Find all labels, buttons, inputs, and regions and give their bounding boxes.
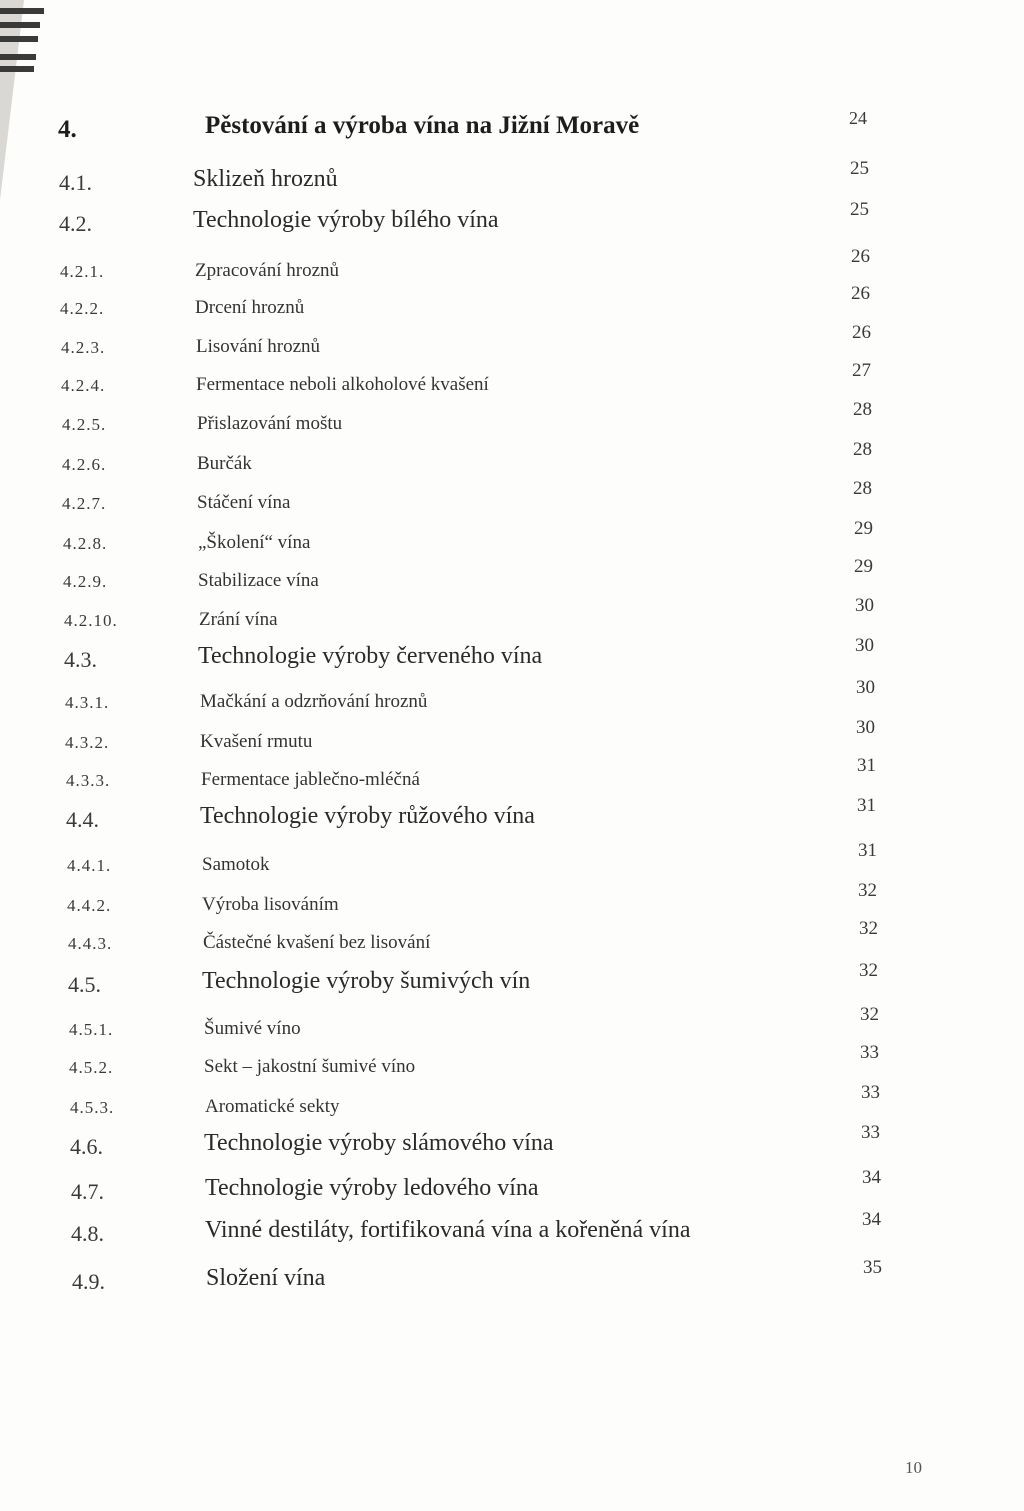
toc-entry-number: 4.4.1. [67, 856, 112, 875]
toc-entry-page: 32 [858, 880, 877, 901]
toc-entry-page: 28 [853, 439, 872, 460]
toc-entry-page: 28 [853, 478, 872, 499]
toc-entry-page: 33 [861, 1122, 880, 1143]
toc-entry-page: 29 [854, 518, 873, 539]
toc-entry-number: 4.5.1. [69, 1020, 114, 1039]
toc-entry-title: Technologie výroby růžového vína [200, 803, 535, 829]
toc-entry-number: 4.8. [71, 1221, 104, 1246]
toc-entry-page: 25 [850, 158, 869, 179]
toc-entry-number: 4. [58, 116, 77, 143]
toc-entry-page: 30 [855, 595, 874, 616]
toc-entry-page: 30 [856, 677, 875, 698]
toc-entry-number: 4.3.3. [66, 771, 111, 790]
toc-entry-page: 31 [857, 755, 876, 776]
toc-entry-page: 27 [852, 360, 871, 381]
toc-entry-title: Technologie výroby šumivých vín [202, 968, 531, 994]
toc-entry-page: 30 [855, 635, 874, 656]
toc-entry-title: Stabilizace vína [198, 570, 319, 591]
toc-entry-title: Lisování hroznů [196, 336, 321, 357]
toc-entry-number: 4.5.2. [69, 1058, 114, 1077]
toc-entry-title: Aromatické sekty [205, 1096, 340, 1117]
toc-entry-title: Vinné destiláty, fortifikovaná vína a kořeněná vína [205, 1217, 691, 1243]
toc-entry-page: 24 [849, 108, 867, 128]
toc-entry-title: Částečné kvašení bez lisování [203, 932, 431, 953]
toc-entry-page: 32 [860, 1004, 879, 1025]
toc-entry-page: 34 [862, 1167, 881, 1188]
toc-entry-number: 4.3.2. [65, 733, 110, 752]
toc-entry-title: Technologie výroby bílého vína [193, 207, 499, 233]
toc-entry-number: 4.2.2. [60, 299, 105, 318]
toc-entry-title: Šumivé víno [204, 1018, 301, 1039]
toc-entry-number: 4.6. [70, 1134, 103, 1159]
toc-entry-number: 4.2.8. [63, 534, 108, 553]
toc-entry-page: 26 [852, 322, 871, 343]
toc-entry-title: Sekt – jakostní šumivé víno [204, 1056, 416, 1077]
toc-entry-page: 32 [859, 960, 878, 981]
toc-entry-title: Mačkání a odzrňování hroznů [200, 691, 428, 712]
toc-entry-number: 4.9. [72, 1269, 105, 1294]
toc-entry-page: 26 [851, 283, 870, 304]
toc-entry-number: 4.4. [66, 807, 99, 832]
toc-entry-title: Drcení hroznů [195, 297, 305, 318]
toc-entry-number: 4.2.6. [62, 455, 107, 474]
toc-entry-page: 31 [857, 795, 876, 816]
toc-entry-title: Samotok [202, 854, 270, 875]
toc-entry-page: 26 [851, 246, 870, 267]
toc-entry-title: Složení vína [206, 1265, 326, 1291]
toc-entry-title: Technologie výroby červeného vína [198, 643, 543, 669]
toc-entry-title: Sklizeň hroznů [193, 166, 338, 192]
toc-entry-title: Burčák [197, 453, 252, 474]
toc-entry-page: 30 [856, 717, 875, 738]
toc-entry-page: 35 [863, 1257, 882, 1278]
toc-entry-number: 4.5.3. [70, 1098, 115, 1117]
toc-entry-page: 29 [854, 556, 873, 577]
toc-entry-page: 31 [858, 840, 877, 861]
toc-entry-number: 4.7. [71, 1179, 104, 1204]
toc-entry-title: Fermentace jablečno-mléčná [201, 769, 420, 790]
toc-entry-number: 4.5. [68, 972, 101, 997]
toc-entry-page: 32 [859, 918, 878, 939]
toc-entry-title: Stáčení vína [197, 492, 291, 513]
toc-entry-number: 4.2.4. [61, 376, 106, 395]
toc-entry-number: 4.2. [59, 211, 92, 236]
toc-entry-page: 28 [853, 399, 872, 420]
toc-entry-page: 33 [860, 1042, 879, 1063]
toc-entry-title: „Školení“ vína [198, 532, 311, 553]
toc-entry-number: 4.2.5. [62, 415, 107, 434]
toc-entry-title: Technologie výroby slámového vína [204, 1130, 554, 1156]
toc-entry-number: 4.3.1. [65, 693, 110, 712]
toc-entry-number: 4.2.9. [63, 572, 108, 591]
toc-entry-number: 4.2.10. [64, 611, 118, 630]
toc-entry-number: 4.2.1. [60, 262, 105, 281]
toc-entry-number: 4.2.3. [61, 338, 106, 357]
toc-entry-title: Fermentace neboli alkoholové kvašení [196, 374, 489, 395]
toc-entry-title: Pěstování a výroba vína na Jižní Moravě [205, 112, 640, 139]
toc-entry-number: 4.4.3. [68, 934, 113, 953]
toc-entry-number: 4.3. [64, 647, 97, 672]
toc-entry-number: 4.1. [59, 170, 92, 195]
toc-entry-title: Výroba lisováním [202, 894, 339, 915]
toc-entry-page: 33 [861, 1082, 880, 1103]
toc-entry-title: Kvašení rmutu [200, 731, 313, 752]
toc-entry-page: 25 [850, 199, 869, 220]
toc-entry-title: Technologie výroby ledového vína [205, 1175, 539, 1201]
toc-entry-title: Přislazování moštu [197, 413, 343, 434]
toc-entry-page: 34 [862, 1209, 881, 1230]
toc-entry-number: 4.2.7. [62, 494, 107, 513]
toc-entry-title: Zrání vína [199, 609, 278, 630]
page-number: 10 [905, 1458, 922, 1477]
toc-entry-number: 4.4.2. [67, 896, 112, 915]
toc-entry-title: Zpracování hroznů [195, 260, 340, 281]
